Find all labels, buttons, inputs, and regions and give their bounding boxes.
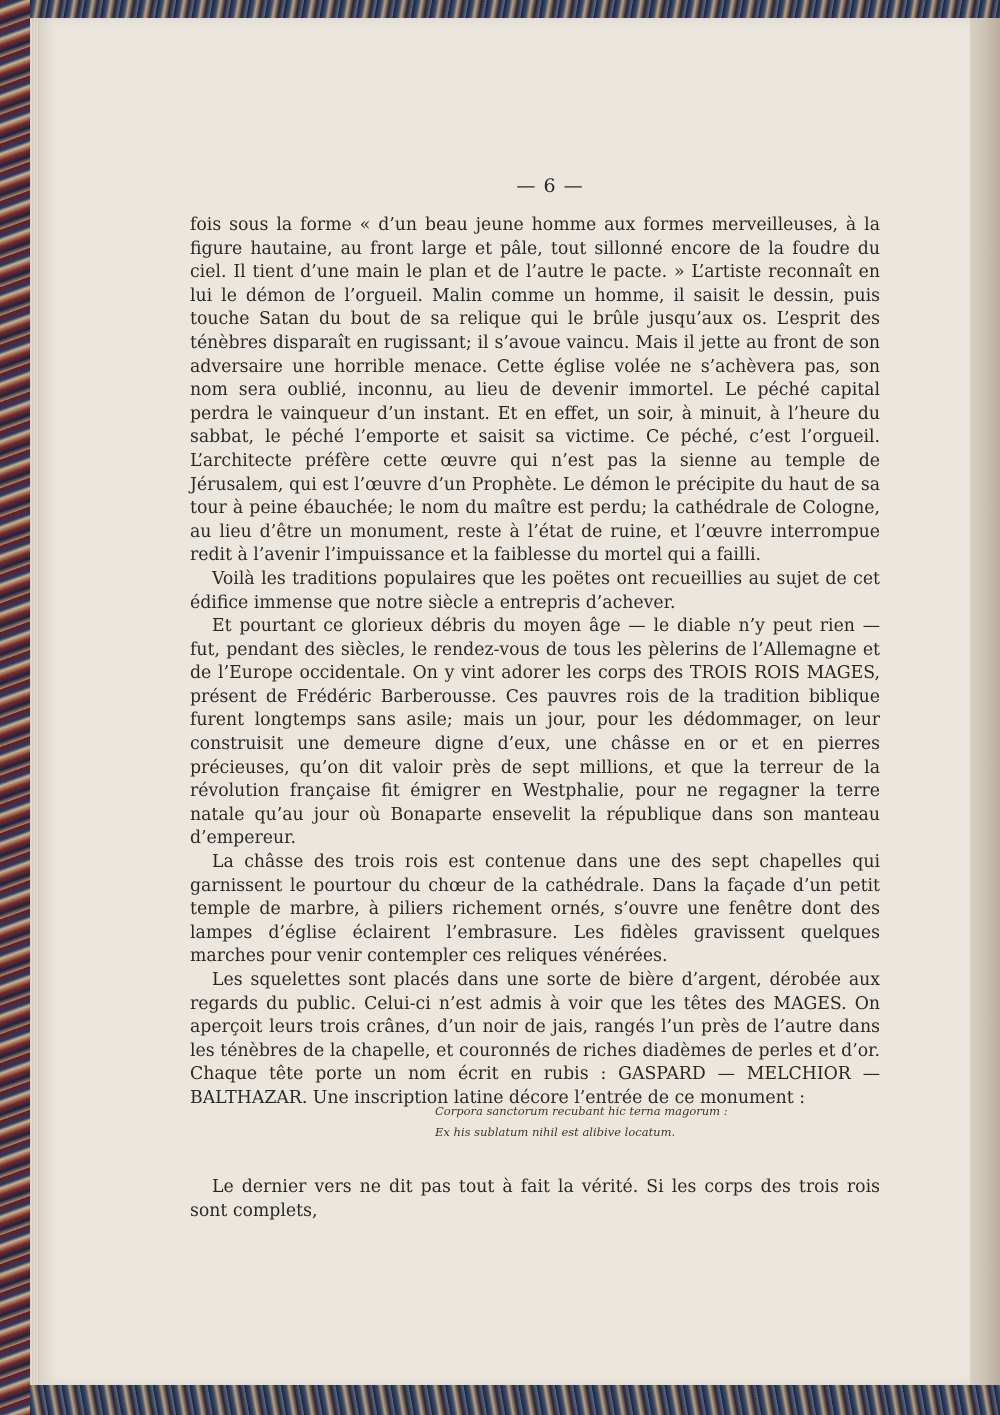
latin-inscription bbox=[435, 1101, 835, 1143]
inscription-line: Corpora sanctorum recubant hic terna magorum : bbox=[435, 1104, 728, 1118]
marbled-edge-bottom bbox=[30, 1385, 1000, 1415]
body-text bbox=[190, 214, 880, 1111]
paragraph: Les squelettes sont placés dans une sorte de bière d’argent, dérobée aux regards du public. Celui-ci n’est admis à voir que les têtes des MAGES. On aperçoit leurs trois crânes, d’un noir de jais, rangés l’un près de l’autre dans les ténèbres de la chapelle, et couronnés de riches diadèmes de perles et d’or. Chaque tête porte un nom écrit en rubis : GASPARD — MELCHIOR — BALTHAZAR. Une inscription latine décore l’entrée de ce monument : bbox=[190, 970, 880, 1108]
paragraph: fois sous la forme « d’un beau jeune homme aux formes merveilleuses, à la figure hautaine, au front large et pâle, tout sillonné encore de la foudre du ciel. Il tient d’une main le plan et de l’autre le pacte. » L’artiste reconnaît en lui le démon de l’orgueil. Malin comme un homme, il saisit le dessin, puis touche Satan du bout de sa relique qui le brûle jusqu’aux os. L’esprit des ténèbres disparaît en rugissant; il s’avoue vaincu. Mais il jette au front de son adversaire une horrible menace. Cette église volée ne s’achèvera pas, son nom sera oublié, inconnu, au lieu de devenir immortel. Le péché capital perdra le vainqueur d’un instant. Et en effet, un soir, à minuit, à l’heure du sabbat, le péché l’emporte et saisit sa victime. Ce péché, c’est l’orgueil. L’architecte préfère cette œuvre qui n’est pas la sienne au temple de Jérusalem, qui est l’œuvre d’un Prophète. Le démon le précipite du haut de sa tour à peine ébauchée; le nom du maître est perdu; la cathédrale de Cologne, au lieu d’être un monument, reste à l’état de ruine, et l’œuvre interrompue redit à l’avenir l’impuissance et la faiblesse du mortel qui a failli. bbox=[190, 215, 880, 566]
paragraph: Le dernier vers ne dit pas tout à fait la vérité. Si les corps des trois rois sont complets, bbox=[190, 1177, 880, 1221]
page-stack-edge bbox=[30, 18, 40, 1385]
paragraph: Voilà les traditions populaires que les poëtes ont recueillies au sujet de cet édifice immense que notre siècle a entrepris d’achever. bbox=[190, 568, 880, 613]
paragraph: La châsse des trois rois est contenue dans une des sept chapelles qui garnissent le pourtour du chœur de la cathédrale. Dans la façade d’un petit temple de marbre, à piliers richement ornés, s’ouvre une fenêtre dont des lampes d’église éclairent l’embrasure. Les fidèles gravissent quelques marches pour venir contempler ces reliques vénérées. bbox=[190, 852, 880, 967]
page-number: — 6 — bbox=[516, 175, 584, 197]
inscription-line: Ex his sublatum nihil est alibive locatum. bbox=[435, 1125, 676, 1139]
marbled-endpaper-left bbox=[0, 0, 30, 1415]
page-right-edge bbox=[968, 18, 1000, 1385]
paragraph: Et pourtant ce glorieux débris du moyen âge — le diable n’y peut rien — fut, pendant des siècles, le rendez-vous de tous les pèlerins de l’Allemagne et de l’Europe occidentale. On y vint adorer les corps des TROIS ROIS MAGES, présent de Frédéric Barberousse. Ces pauvres rois de la tradition biblique furent longtemps sans asile; mais un jour, pour les dédommager, on leur construisit une demeure digne d’eux, une châsse en or et en pierres précieuses, qu’on dit valoir près de sept millions, et que la terreur de la révolution française fit émigrer en Westphalie, pour ne regagner la terre natale qu’au jour où Bonaparte ensevelit la république dans son manteau d’empereur. bbox=[190, 616, 880, 849]
page bbox=[40, 18, 970, 1385]
marbled-edge-top bbox=[30, 0, 1000, 18]
